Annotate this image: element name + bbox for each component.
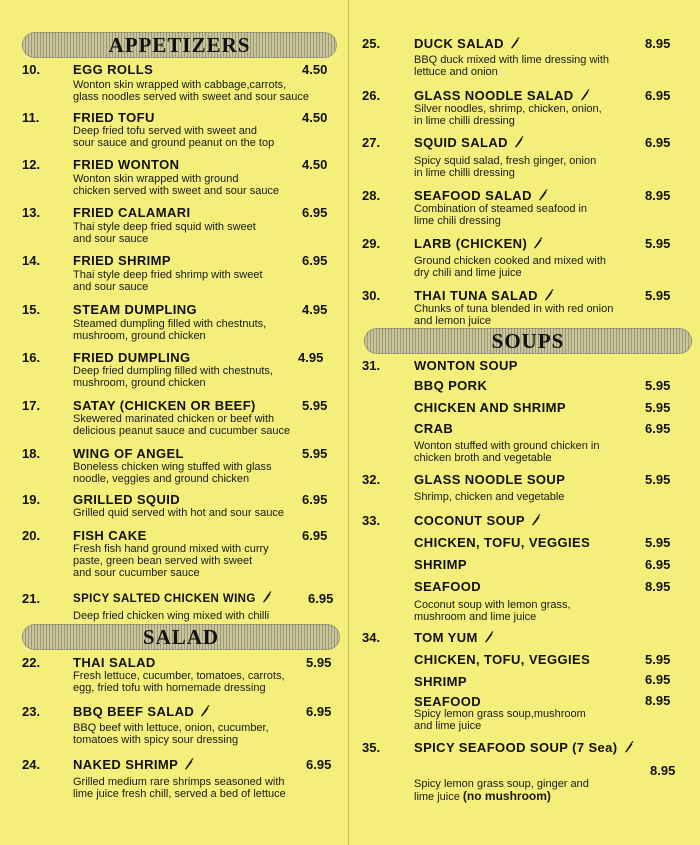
item-desc: in lime chilli dressing [414, 115, 515, 127]
item-name: FISH CAKE [73, 528, 147, 543]
item-name: GLASS NOODLE SOUP [414, 472, 566, 487]
item-price: 8.95 [645, 579, 671, 594]
salad-heading: SALAD [142, 624, 220, 649]
item-desc: sour sauce and ground peanut on the top [73, 137, 275, 149]
item-price: 6.95 [645, 135, 671, 150]
chili-pepper-icon [537, 189, 548, 201]
chili-pepper-icon [183, 758, 194, 770]
item-number: 27. [362, 135, 381, 150]
no-mushroom-note: (no mushroom) [462, 789, 551, 803]
item-number: 11. [22, 110, 40, 125]
item-price: 8.95 [645, 36, 671, 51]
chili-pepper-icon [509, 37, 520, 49]
item-number: 18. [22, 446, 41, 461]
item-desc: Grilled quid served with hot and sour sauce [73, 507, 284, 519]
item-number: 14. [22, 253, 41, 268]
item-price: 5.95 [302, 446, 328, 461]
item-name: NAKED SHRIMP [73, 757, 179, 772]
item-price: 5.95 [645, 472, 671, 487]
item-number: 20. [22, 528, 41, 543]
chili-pepper-icon [532, 237, 543, 249]
item-name: SQUID SALAD [414, 135, 508, 150]
item-desc: Grilled medium rare shrimps seasoned with [73, 776, 285, 788]
item-price: 6.95 [302, 528, 328, 543]
item-name: FRIED CALAMARI [73, 205, 191, 220]
item-name: FRIED DUMPLING [73, 350, 191, 365]
item-desc: tomatoes with spicy sour dressing [73, 734, 239, 746]
item-name: STEAM DUMPLING [73, 302, 198, 317]
item-price: 8.95 [645, 693, 671, 708]
item-name: GRILLED SQUID [73, 492, 181, 507]
item-desc: lettuce and onion [414, 66, 498, 78]
salad-banner [22, 624, 340, 650]
item-price: 5.95 [645, 288, 671, 303]
item-price: 8.95 [645, 188, 671, 203]
item-desc: chicken served with sweet and sour sauce [73, 185, 280, 197]
item-desc: Thai style deep fried shrimp with sweet [73, 269, 263, 281]
item-desc: Deep fried dumpling filled with chestnuts, [73, 365, 273, 377]
item-desc: and lime juice [414, 720, 482, 732]
item-price: 4.50 [302, 110, 328, 125]
item-price: 5.95 [645, 652, 671, 667]
item-number: 31. [362, 358, 381, 373]
item-price: 4.50 [302, 62, 328, 77]
item-price: 6.95 [302, 205, 328, 220]
item-number: 16. [22, 350, 41, 365]
item-number: 35. [362, 740, 381, 755]
item-price: 5.95 [645, 378, 671, 393]
item-number: 21. [22, 591, 41, 606]
item-number: 13. [22, 205, 41, 220]
item-desc: paste, green bean served with sweet [73, 555, 253, 567]
item-number: 23. [22, 704, 41, 719]
item-number: 17. [22, 398, 41, 413]
item-desc: Wonton skin wrapped with ground [73, 173, 239, 185]
item-number: 30. [362, 288, 381, 303]
item-desc: chicken broth and vegetable [414, 452, 552, 464]
item-number: 26. [362, 88, 381, 103]
item-name: BBQ BEEF SALAD [73, 704, 195, 719]
item-desc: Skewered marinated chicken or beef with [73, 413, 275, 425]
chili-pepper-icon [530, 514, 541, 526]
item-price: 8.95 [650, 763, 676, 778]
item-price: 5.95 [306, 655, 332, 670]
item-desc: Fresh fish hand ground mixed with curry [73, 543, 269, 555]
item-desc: Chunks of tuna blended in with red onion [414, 303, 614, 315]
item-number: 19. [22, 492, 41, 507]
item-desc: Spicy squid salad, fresh ginger, onion [414, 155, 597, 167]
item-number: 25. [362, 36, 381, 51]
item-desc: Spicy lemon grass soup,mushroom [414, 708, 586, 720]
soups-banner [364, 328, 692, 354]
item-desc: Steamed dumpling filled with chestnuts, [73, 318, 267, 330]
item-desc: Coconut soup with lemon grass, [414, 599, 571, 611]
chili-pepper-icon [483, 631, 494, 643]
item-name: FRIED WONTON [73, 157, 180, 172]
item-name: WONTON SOUP [414, 358, 518, 373]
item-name: LARB (CHICKEN) [414, 236, 528, 251]
item-desc: Spicy lemon grass soup, ginger and [414, 778, 589, 790]
item-name: FRIED SHRIMP [73, 253, 171, 268]
item-price: 6.95 [645, 557, 671, 572]
item-price: 4.95 [302, 302, 328, 317]
item-name: THAI SALAD [73, 655, 156, 670]
item-desc: and sour sauce [73, 233, 149, 245]
item-desc: Thai style deep fried squid with sweet [73, 221, 256, 233]
item-desc: lime juice [414, 791, 460, 803]
item-number: 32. [362, 472, 381, 487]
soup-option: SHRIMP [414, 557, 467, 572]
chili-pepper-icon [199, 705, 210, 717]
item-desc: and lemon juice [414, 315, 492, 327]
item-desc: lime chili dressing [414, 215, 501, 227]
item-desc: BBQ duck mixed with lime dressing with [414, 54, 610, 66]
item-desc: noodle, veggies and ground chicken [73, 473, 250, 485]
item-desc: lime juice fresh chill, served a bed of lettuce [73, 788, 286, 800]
item-number: 12. [22, 157, 41, 172]
item-desc: egg, fried tofu with homemade dressing [73, 682, 266, 694]
item-number: 34. [362, 630, 381, 645]
item-desc: and sour sauce [73, 281, 149, 293]
soup-option: SHRIMP [414, 674, 467, 689]
item-desc: Deep fried tofu served with sweet and [73, 125, 258, 137]
item-name: EGG ROLLS [73, 62, 154, 77]
item-price: 6.95 [302, 492, 328, 507]
item-price: 6.95 [308, 591, 334, 606]
soups-heading: SOUPS [491, 328, 565, 353]
item-desc: and sour cucumber sauce [73, 567, 200, 579]
item-number: 33. [362, 513, 381, 528]
item-desc: Deep fried chicken wing mixed with chilli [73, 610, 270, 622]
item-price: 6.95 [306, 704, 332, 719]
chili-pepper-icon [623, 741, 634, 753]
chili-pepper-icon [261, 591, 272, 603]
item-number: 22. [22, 655, 41, 670]
item-desc: BBQ beef with lettuce, onion, cucumber, [73, 722, 269, 734]
chili-pepper-icon [513, 136, 524, 148]
item-desc: delicious peanut sauce and cucumber sauce [73, 425, 291, 437]
item-name: SEAFOOD SALAD [414, 188, 532, 203]
item-name: SATAY (CHICKEN OR BEEF) [73, 398, 256, 413]
item-price: 4.50 [302, 157, 328, 172]
item-desc: Combination of steamed seafood in [414, 203, 588, 215]
item-name: DUCK SALAD [414, 36, 504, 51]
column-divider [348, 0, 349, 845]
item-name: GLASS NOODLE SALAD [414, 88, 574, 103]
item-price: 5.95 [645, 400, 671, 415]
item-number: 15. [22, 302, 41, 317]
item-desc: Silver noodles, shrimp, chicken, onion, [414, 103, 602, 115]
item-desc: Wonton skin wrapped with cabbage,carrots, [73, 79, 287, 91]
item-number: 29. [362, 236, 381, 251]
item-desc: in lime chilli dressing [414, 167, 515, 179]
item-price: 5.95 [302, 398, 328, 413]
item-number: 24. [22, 757, 41, 772]
soup-option: CHICKEN, TOFU, VEGGIES [414, 652, 591, 667]
item-name: TOM YUM [414, 630, 478, 645]
item-name: COCONUT SOUP [414, 513, 525, 528]
item-desc: dry chili and lime juice [414, 267, 522, 279]
item-desc: mushroom, ground chicken [73, 330, 206, 342]
chili-pepper-icon [579, 89, 590, 101]
item-desc: mushroom and lime juice [414, 611, 537, 623]
item-desc: Ground chicken cooked and mixed with [414, 255, 606, 267]
item-name: SPICY SALTED CHICKEN WING [73, 593, 256, 605]
item-name: THAI TUNA SALAD [414, 288, 538, 303]
soup-option: SEAFOOD [414, 694, 482, 709]
chili-pepper-icon [543, 289, 554, 301]
soup-option: SEAFOOD [414, 579, 482, 594]
item-desc: Shrimp, chicken and vegetable [414, 491, 565, 503]
soup-option: CHICKEN AND SHRIMP [414, 400, 566, 415]
item-desc: Boneless chicken wing stuffed with glass [73, 461, 272, 473]
appetizers-heading: APPETIZERS [108, 32, 251, 57]
item-price: 5.95 [645, 535, 671, 550]
item-desc: glass noodles served with sweet and sour sauce [73, 91, 310, 103]
item-name: FRIED TOFU [73, 110, 155, 125]
item-name: WING OF ANGEL [73, 446, 184, 461]
item-number: 28. [362, 188, 381, 203]
item-price: 4.95 [298, 350, 324, 365]
item-price: 6.95 [645, 421, 671, 436]
soup-option: CRAB [414, 421, 454, 436]
soup-option: BBQ PORK [414, 378, 488, 393]
item-name: SPICY SEAFOOD SOUP (7 Sea) [414, 740, 618, 755]
item-desc: Fresh lettuce, cucumber, tomatoes, carrots, [73, 670, 285, 682]
soup-option: CHICKEN, TOFU, VEGGIES [414, 535, 591, 550]
item-number: 10. [22, 62, 41, 77]
item-price: 6.95 [645, 672, 671, 687]
item-price: 6.95 [306, 757, 332, 772]
item-desc: mushroom, ground chicken [73, 377, 206, 389]
item-price: 5.95 [645, 236, 671, 251]
item-price: 6.95 [645, 88, 671, 103]
item-price: 6.95 [302, 253, 328, 268]
appetizers-banner [22, 32, 337, 58]
item-desc: Wonton stuffed with ground chicken in [414, 440, 600, 452]
